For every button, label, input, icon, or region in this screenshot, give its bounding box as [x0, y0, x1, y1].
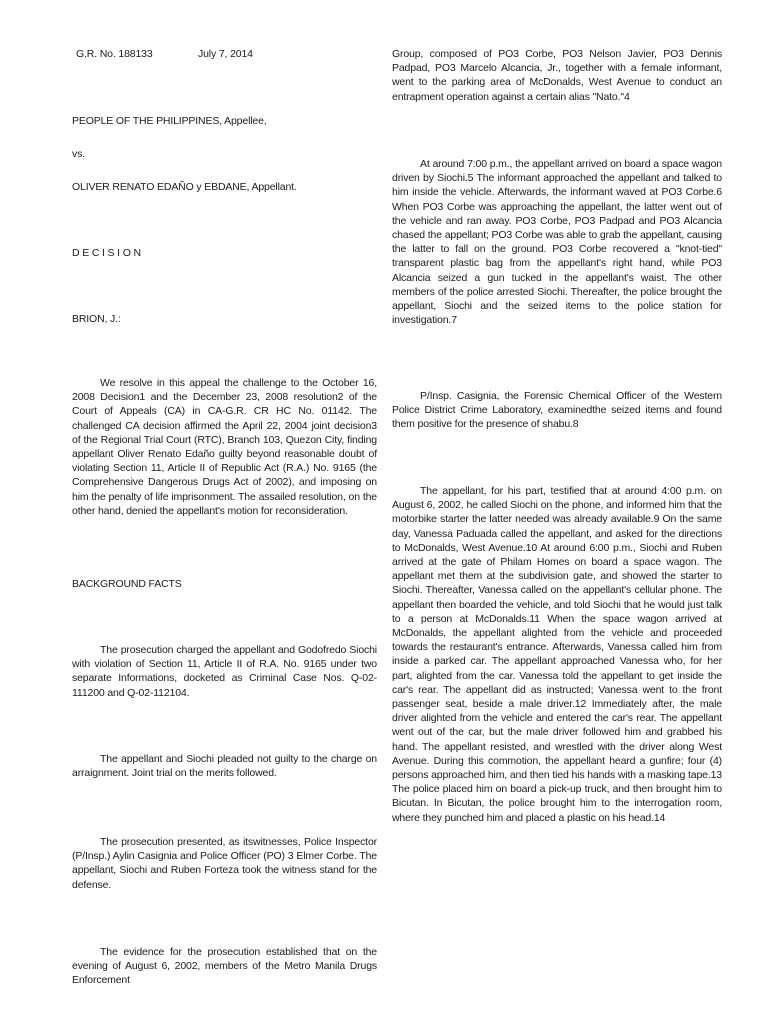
paragraph: The appellant, for his part, testified that at around 4:00 p.m. on August 6, 2002, he called Siochi on the phone, and informed him that the motorbike starter the latter needed was already available.9 On the same day, Vanessa Paduada called the appellant, and asked for the directions to McDonalds, West Avenue.10 At around 6:00 p.m., Siochi and Ruben arrived at the gate of Philam Homes on board a space wagon. The appellant met them at the subdivision gate, and showed the starter to Siochi. Thereafter, Vanessa called on the appellant's cellular phone. The appellant then boarded the vehicle, and told Siochi that he would just talk to a person at McDonalds.11 When the space wagon arrived at McDonalds, the appellant alighted from the vehicle and proceeded towards the restaurant's entrance. Afterwards, Vanessa called him from inside a parked car. The appellant approached Vanessa who, for her part, alighted from the car. Vanessa told the appellant to get inside the car's rear. The appellant did as instructed; Vanessa went to the front passenger seat, beside a male driver.12 Immediately after, the male driver alighted from the vehicle and entered the car's rear. The appellant went out of the car, but the male driver followed him and grabbed his hand. The appellant resisted, and wrestled with the driver along West Avenue. During this commotion, the appellant heard a gunfire; four (4) persons approached him, and then tied his hands with a masking tape.13 The police placed him on board a pick-up truck, and then brought him to Bicutan. In Bicutan, the police brought him to the interrogation room, where they punched him and placed a plastic on his head.14 [392, 485, 722, 824]
appellant-caption: OLIVER RENATO EDAÑO y EBDANE, Appellant. [72, 181, 297, 193]
paragraph: P/Insp. Casignia, the Forensic Chemical Officer of the Western Police District Crime Laboratory, examinedthe seized items and found them positive for the presence of shabu.8 [392, 390, 722, 431]
paragraph: The evidence for the prosecution established that on the evening of August 6, 2002, members of the Metro Manila Drugs Enforcement [72, 946, 377, 987]
case-header [76, 47, 253, 61]
paragraph: Group, composed of PO3 Corbe, PO3 Nelson Javier, PO3 Dennis Padpad, PO3 Marcelo Alcancia, Jr., together with a female informant, went to the parking area of McDonalds, West Avenue to conduct an entrapment operation against a certain alias "Nato."4 [392, 48, 722, 103]
decision-label: D E C I S I O N [72, 247, 141, 259]
section-heading: BACKGROUND FACTS [72, 578, 182, 590]
ponente: BRION, J.: [72, 313, 121, 325]
appellee-caption: PEOPLE OF THE PHILIPPINES, Appellee, [72, 115, 267, 127]
paragraph: The prosecution presented, as itswitnesses, Police Inspector (P/Insp.) Aylin Casignia and Police Officer (PO) 3 Elmer Corbe. The appellant, Siochi and Ruben Forteza took the witness stand for the defense. [72, 836, 377, 891]
paragraph: The appellant and Siochi pleaded not guilty to the charge on arraignment. Joint trial on the merits followed. [72, 753, 377, 780]
gr-number: G.R. No. 188133 [76, 48, 153, 60]
decision-date: July 7, 2014 [198, 48, 253, 60]
versus-label: vs. [72, 148, 85, 160]
paragraph: At around 7:00 p.m., the appellant arrived on board a space wagon driven by Siochi.5 The informant approached the appellant and talked to him inside the vehicle. Afterwards, the informant waved at PO3 Corbe.6 When PO3 Corbe was approaching the appellant, the latter went out of the vehicle and ran away. PO3 Corbe, PO3 Padpad and PO3 Alcancia chased the appellant; PO3 Corbe was able to grab the appellant, causing the latter to fall on the ground. PO3 Corbe recovered a "knot-tied" transparent plastic bag from the appellant's right hand, while PO3 Alcancia seized a gun tucked in the appellant's waist. The other members of the police arrested Siochi. Thereafter, the police brought the appellant, Siochi and the seized items to the police station for investigation.7 [392, 158, 722, 327]
paragraph: We resolve in this appeal the challenge to the October 16, 2008 Decision1 and the December 23, 2008 resolution2 of the Court of Appeals (CA) in CA-G.R. CR HC No. 01142. The challenged CA decision affirmed the April 22, 2004 joint decision3 of the Regional Trial Court (RTC), Branch 103, Quezon City, finding appellant Oliver Renato Edaño guilty beyond reasonable doubt of violating Section 11, Article II of Republic Act (R.A.) No. 9165 (the Comprehensive Dangerous Drugs Act of 2002), and imposing on him the penalty of life imprisonment. The assailed resolution, on the other hand, denied the appellant's motion for reconsideration. [72, 377, 377, 517]
paragraph: The prosecution charged the appellant and Godofredo Siochi with violation of Section 11, Article II of R.A. No. 9165 under two separate Informations, docketed as Criminal Case Nos. Q-02-111200 and Q-02-112104. [72, 644, 377, 699]
